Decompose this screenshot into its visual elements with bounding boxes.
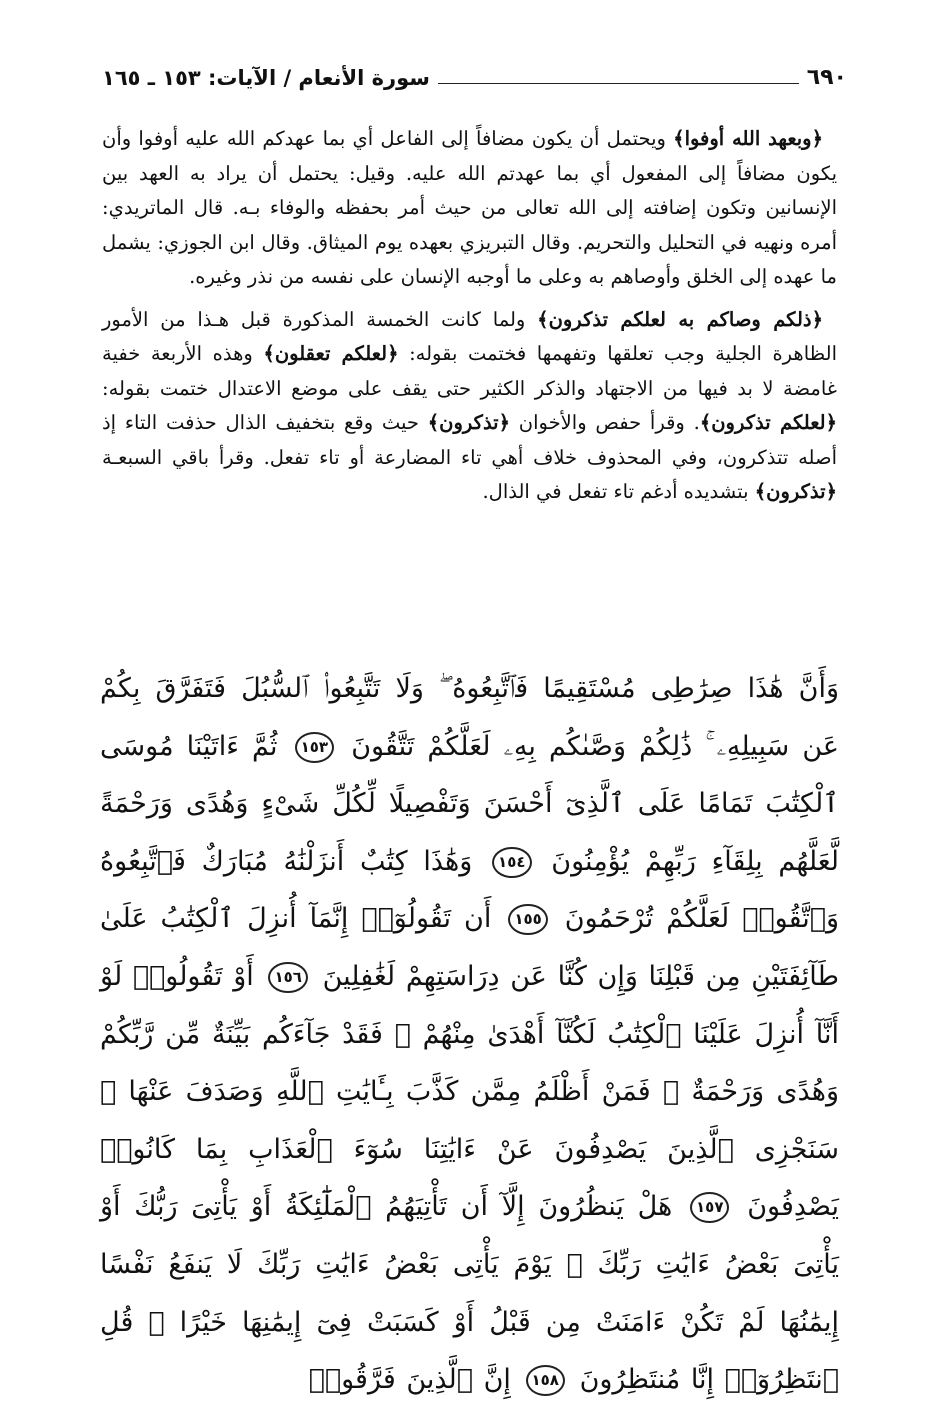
verse-number-marker: ١٥٤ (492, 847, 531, 878)
quoted-phrase: ﴿تذكرون﴾ (427, 411, 511, 434)
verse-154: ثُمَّ ءَاتَيْنَا مُوسَى ٱلْكِتَٰبَ تَمَامًا عَلَى ٱلَّذِىٓ أَحْسَنَ وَتَفْصِيلًا لِّكُلِّ شَىْءٍ وَهُدًى وَرَحْمَةً لَّعَلَّهُم بِلِقَآءِ رَبِّهِمْ يُؤْمِنُونَ (100, 730, 840, 877)
verse-156: أَن تَقُولُوٓا۟ إِنَّمَآ أُنزِلَ ٱلْكِتَٰبُ عَلَىٰ طَآئِفَتَيْنِ مِن قَبْلِنَا وَإِن كُنَّا عَن دِرَاسَتِهِمْ لَغَٰفِلِينَ (100, 903, 839, 992)
page-header (102, 58, 847, 94)
commentary-text: ويحتمل أن يكون مضافاً إلى الفاعل أي بما عهدكم الله عليه أوفوا وأن يكون مضافاً إلى المفعول أي بما عهدتم الله عليه. وقيل: يحتمل أن يراد به العهد بين الإنسانين وتكون إضافته إلى الله تعالى من حيث أمر بحفظه والوفاء بـه. قال الماتريدي: أمره ونهيه في التحليل والتحريم. وقال التبريزي بعهده يوم الميثاق. وقال ابن الجوزي: يشمل ما عهده إلى الخلق وأوصاهم به وعلى ما أوجبه الإنسان على نفسه من نذر وغيره. (102, 127, 837, 288)
verse-159-start: إِنَّ ٱلَّذِينَ فَرَّقُوا۟ (308, 1364, 511, 1396)
commentary-paragraph (102, 303, 837, 510)
quoted-phrase: ﴿وبعهد الله أوفوا﴾ (673, 127, 823, 150)
verse-number-marker: ١٥٨ (526, 1365, 565, 1396)
commentary-paragraph (102, 122, 837, 295)
verse-157: أَوْ تَقُولُوا۟ لَوْ أَنَّآ أُنزِلَ عَلَيْنَا ٱلْكِتَٰبُ لَكُنَّآ أَهْدَىٰ مِنْهُمْ ۚ فَقَدْ جَآءَكُم بَيِّنَةٌ مِّن رَّبِّكُمْ وَهُدًى وَرَحْمَةٌ ۚ فَمَنْ أَظْلَمُ مِمَّن كَذَّبَ بِـَٔايَٰتِ ٱللَّهِ وَصَدَفَ عَنْهَا ۗ سَنَجْزِى ٱلَّذِينَ يَصْدِفُونَ عَنْ ءَايَٰتِنَا سُوٓءَ ٱلْعَذَابِ بِمَا كَانُوا۟ يَصْدِفُونَ (100, 960, 839, 1223)
verse-number-marker: ١٥٥ (508, 904, 547, 935)
verse-158: هَلْ يَنظُرُونَ إِلَّآ أَن تَأْتِيَهُمُ ٱلْمَلَٰٓئِكَةُ أَوْ يَأْتِىَ رَبُّكَ أَوْ يَأْتِىَ بَعْضُ ءَايَٰتِ رَبِّكَ ۗ يَوْمَ يَأْتِى بَعْضُ ءَايَٰتِ رَبِّكَ لَا يَنفَعُ نَفْسًا إِيمَٰنُهَا لَمْ تَكُنْ ءَامَنَتْ مِن قَبْلُ أَوْ كَسَبَتْ فِىٓ إِيمَٰنِهَا خَيْرًا ۗ قُلِ ٱنتَظِرُوٓا۟ إِنَّا مُنتَظِرُونَ (100, 1191, 839, 1396)
commentary-text: . وقرأ حفص والأخوان (510, 411, 700, 434)
commentary-text: ولما كانت الخمسة المذكورة قبل هـذا من الأمور الظاهرة الجلية وجب تعلقها وتفهمها فختمت بقوله: (102, 307, 837, 365)
verse-155: وَهَٰذَا كِتَٰبٌ أَنزَلْنَٰهُ مُبَارَكٌ فَٱتَّبِعُوهُ وَٱتَّقُوا۟ لَعَلَّكُمْ تُرْحَمُونَ (100, 845, 839, 935)
verse-number-marker: ١٥٣ (295, 732, 334, 763)
tafsir-commentary (102, 122, 837, 518)
page-number: ٦٩٠ (806, 65, 847, 90)
commentary-text: وهذه الأربعة خفية غامضة لا بد فيها من الاجتهاد والذكر الكثير حتى يقف على موضع الاعتدال ختمت بقوله: (102, 342, 837, 400)
commentary-text: حيث وقع بتخفيف الذال حذفت التاء إذ أصله تتذكرون، وفي المحذوف خلاف أهي تاء المضارعة أو تاء تفعل. وقرأ باقي السبعـة (102, 411, 837, 469)
running-title: سورة الأنعام / الآيات: ١٥٣ ـ ١٦٥ (102, 66, 430, 90)
verse-number-marker: ١٥٦ (268, 962, 307, 993)
verse-number-marker: ١٥٧ (690, 1192, 729, 1223)
quoted-phrase: ﴿ذلكم وصاكم به لعلكم تذكرون﴾ (537, 307, 823, 331)
verse-153: وَأَنَّ هَٰذَا صِرَٰطِى مُسْتَقِيمًا فَٱتَّبِعُوهُ ۖ وَلَا تَتَّبِعُوا۟ ٱلسُّبُلَ فَتَفَرَّقَ بِكُمْ عَن سَبِيلِهِۦ ۚ ذَٰلِكُمْ وَصَّىٰكُم بِهِۦ لَعَلَّكُمْ تَتَّقُونَ (100, 673, 839, 762)
commentary-text: بتشديده أدغم تاء تفعل في الذال. (482, 480, 755, 503)
header-rule (438, 83, 799, 84)
quoted-phrase: ﴿لعلكم تعقلون﴾ (263, 342, 399, 365)
quoted-phrase: ﴿لعلكم تذكرون﴾ (699, 411, 838, 434)
quoted-phrase: ﴿تذكرون﴾ (754, 480, 837, 503)
quran-text-block (100, 660, 839, 1409)
